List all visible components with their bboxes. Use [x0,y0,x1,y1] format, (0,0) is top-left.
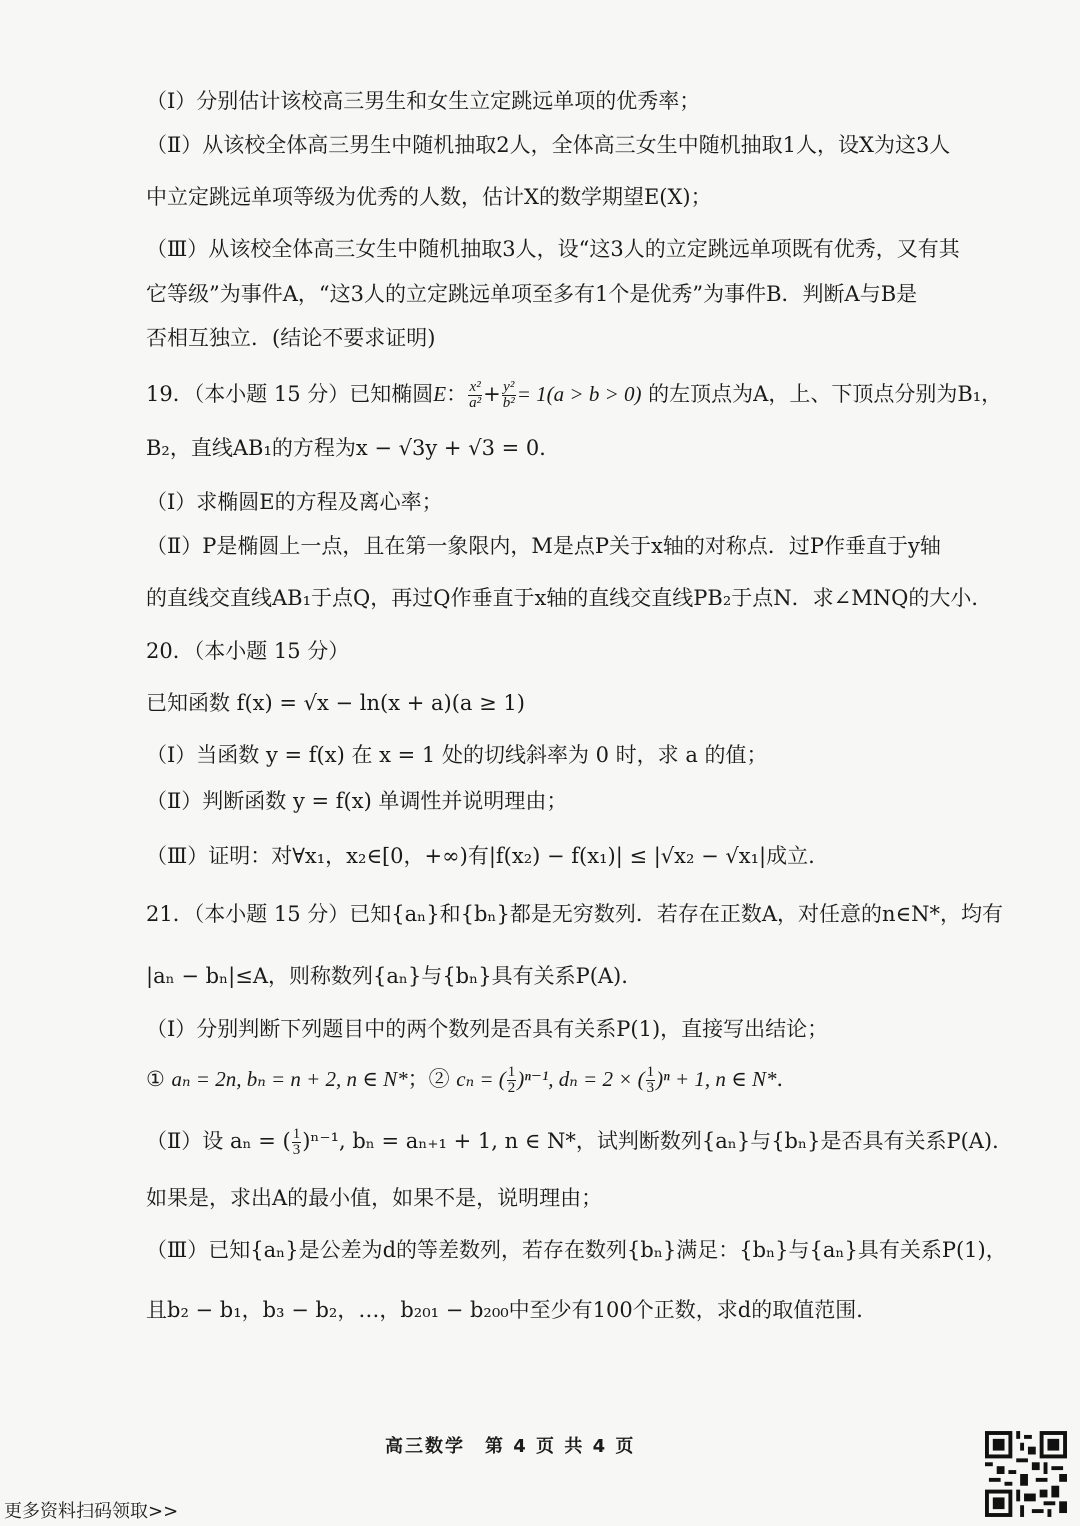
q18-part2-line1: （Ⅱ）从该校全体高三男生中随机抽取2人，全体高三女生中随机抽取1人，设X为这3人 [146,133,951,157]
q20-header: 20．（本小题 15 分） [146,639,350,663]
example1-sequences: aₙ = 2n, bₙ = n + 2, n ∈ N* [171,1067,408,1091]
q21-definition: |aₙ − bₙ|≤A，则称数列{aₙ}与{bₙ}具有关系P(A). [146,964,628,988]
circled-one: ① [146,1067,165,1091]
example2-dn-end: )ⁿ + 1, n ∈ N* [656,1067,777,1091]
q19-header [146,377,1003,411]
q20-part3: （Ⅲ）证明：对∀x₁，x₂∈[0，+∞)有|f(x₂) − f(x₁)| ≤ |√x₂ − √x₁|成立. [146,844,815,868]
q19-equation-tail: = 1(a > b > 0) [516,382,642,406]
q21-part1-examples [146,1058,946,1100]
q19-line-ab1: B₂，直线AB₁的方程为x − √3y + √3 = 0． [146,436,561,460]
q21-header: 21．（本小题 15 分）已知{aₙ}和{bₙ}都是无穷数列．若存在正数A，对任意的n∈N*，均有 [146,902,1003,926]
q19-plus: + [483,382,501,406]
fraction-x2-a2: $\frac{\text{x²}}{\text{a²}}$ [469,379,482,411]
example2-cn-start: cₙ = ( [456,1067,506,1091]
q18-part1: （Ⅰ）分别估计该校高三男生和女生立定跳远单项的优秀率； [146,89,701,113]
q21-part3-line1: （Ⅲ）已知{aₙ}是公差为d的等差数列，若存在数列{bₙ}满足：{bₙ}与{aₙ}具有关系P(1)， [146,1238,1007,1262]
page-footer: 高三数学 第 4 页 共 4 页 [385,1436,636,1457]
q21ii-head: （Ⅱ）设 aₙ = ( [146,1129,291,1153]
q19-part1: （Ⅰ）求椭圆E的方程及离心率； [146,490,443,514]
fraction-one-third-ii: $\frac{1}{3}$ [292,1126,301,1158]
circled-two: ；② [407,1067,450,1091]
q19-part2-line1: （Ⅱ）P是椭圆上一点，且在第一象限内，M是点P关于x轴的对称点．过P作垂直于y轴 [146,534,941,558]
q18-part3-line2: 它等级”为事件A，“这3人的立定跳远单项至多有1个是优秀”为事件B．判断A与B是 [146,282,918,306]
q18-part2-line2: 中立定跳远单项等级为优秀的人数，估计X的数学期望E(X)； [146,185,712,209]
fraction-one-half: $\frac{1}{2}$ [507,1064,516,1096]
fraction-one-third: $\frac{1}{3}$ [646,1064,655,1096]
q21-part3-line2: 且b₂ − b₁，b₃ − b₂，…，b₂₀₁ − b₂₀₀中至少有100个正数，求d的取值范围． [146,1298,878,1322]
q19-part2-line2: 的直线交直线AB₁于点Q，再过Q作垂直于x轴的直线交直线PB₂于点N．求∠MNQ的大小． [146,586,993,610]
example2-dn-start: )ⁿ⁻¹, dₙ = 2 × ( [517,1067,645,1091]
q18-part3-line1: （Ⅲ）从该校全体高三女生中随机抽取3人，设“这3人的立定跳远单项既有优秀，又有其 [146,237,960,261]
promo-link[interactable]: 更多资料扫码领取>> [4,1501,179,1522]
q19-tail-text: 的左顶点为A，上、下顶点分别为B₁， [641,382,1003,406]
q20-part2: （Ⅱ）判断函数 y = f(x) 单调性并说明理由； [146,789,568,813]
q21-part1: （Ⅰ）分别判断下列题目中的两个数列是否具有关系P(1)，直接写出结论； [146,1017,829,1041]
qr-code-icon[interactable] [985,1431,1067,1517]
q19-head-text: 19．（本小题 15 分）已知椭圆 [146,382,434,406]
q21-part2-line2: 如果是，求出A的最小值，如果不是，说明理由； [146,1186,603,1210]
q20-part1: （Ⅰ）当函数 y = f(x) 在 x = 1 处的切线斜率为 0 时，求 a 的值； [146,743,768,767]
ellipse-name: E [433,382,447,406]
q19-colon: ： [446,382,468,406]
q21-part2-line1 [146,1120,1014,1162]
q20-function: 已知函数 f(x) = √x − ln(x + a)(a ≥ 1) [146,691,525,715]
q18-part3-line3: 否相互独立．(结论不要求证明) [146,326,436,350]
example-end: ． [776,1067,798,1091]
q21ii-rest: )ⁿ⁻¹, bₙ = aₙ₊₁ + 1, n ∈ N*，试判断数列{aₙ}与{bₙ}是否具有关系P(A)． [302,1129,1014,1153]
fraction-y2-b2: $\frac{\text{y²}}{\text{b²}}$ [502,379,515,411]
